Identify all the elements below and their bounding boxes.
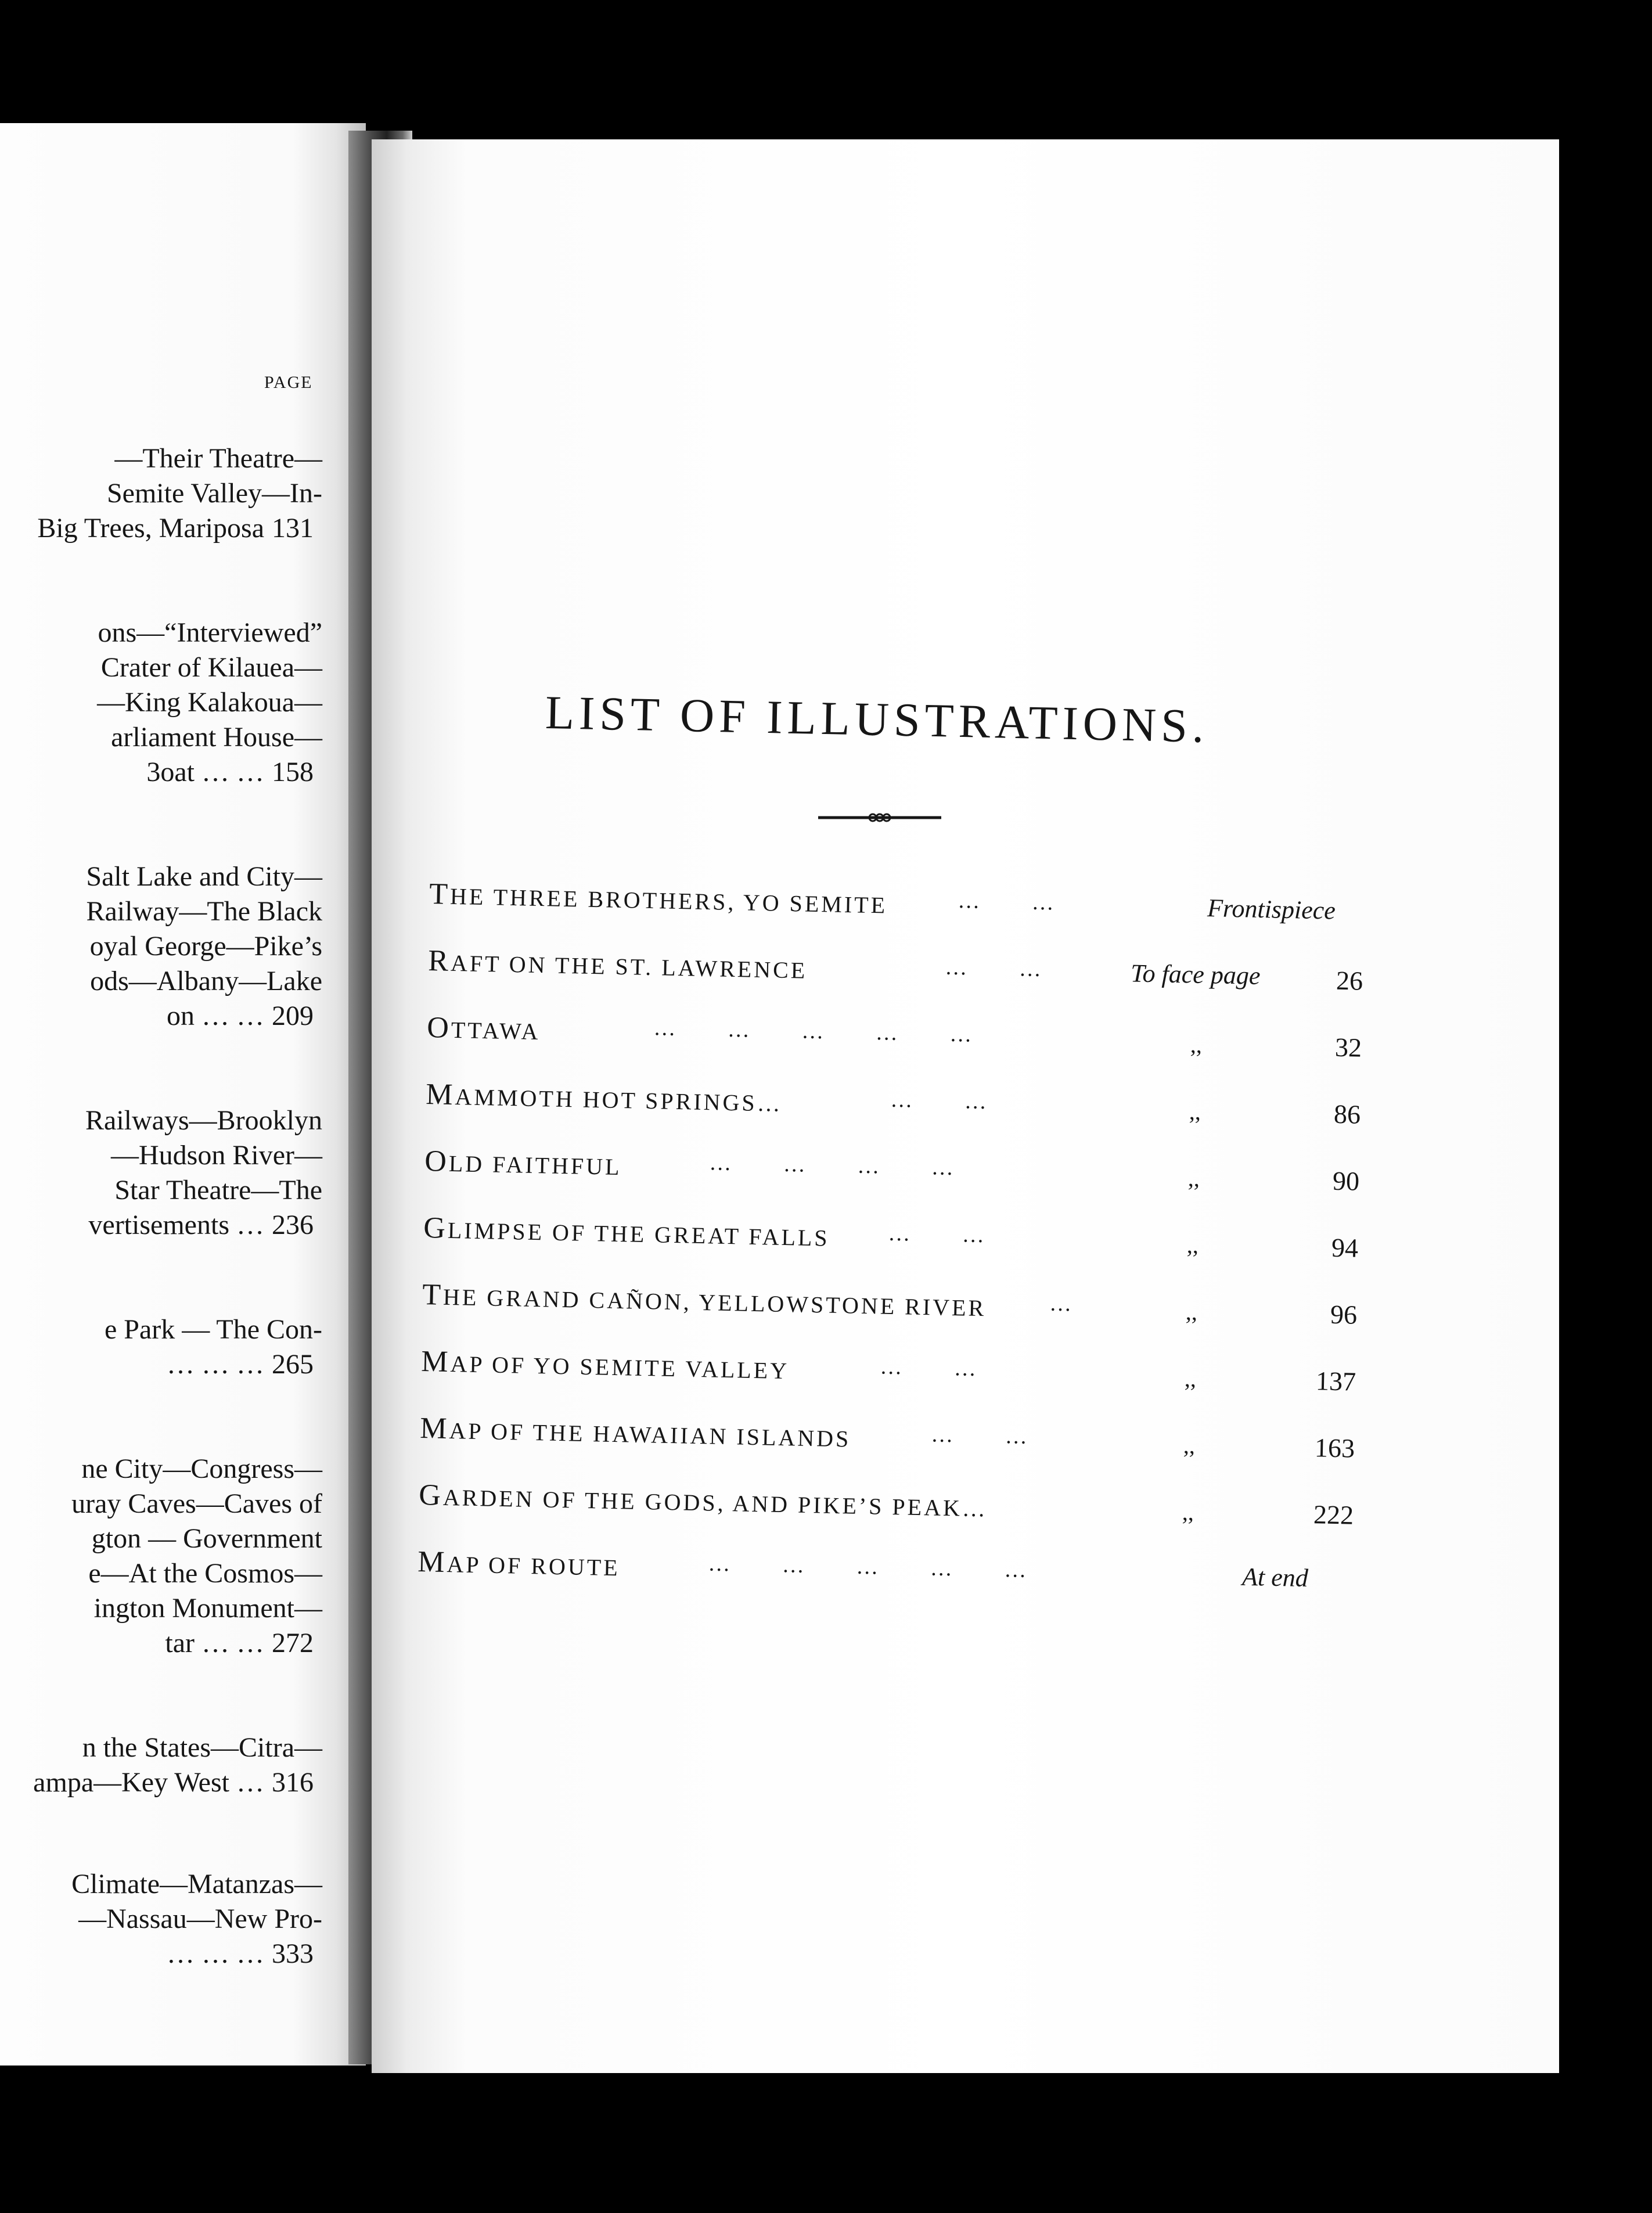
left-page-line: Semite Valley—In- bbox=[106, 478, 322, 509]
left-page-number: 131 bbox=[272, 513, 314, 544]
illustration-page-number: 32 bbox=[1334, 1032, 1362, 1063]
illustration-title: GLIMPSE OF THE GREAT FALLS bbox=[423, 1211, 830, 1251]
ditto-mark: ,, bbox=[1189, 1098, 1201, 1125]
left-page-line: n the States—Citra— bbox=[82, 1732, 322, 1763]
left-page-line: … … … bbox=[167, 1349, 264, 1380]
left-page-number: 265 bbox=[272, 1349, 314, 1380]
illustration-title: THE THREE BROTHERS, YO SEMITE bbox=[429, 877, 888, 919]
illustration-ref: Frontispiece bbox=[1207, 894, 1336, 925]
illustration-page-number: 90 bbox=[1332, 1165, 1360, 1196]
left-page-line: ington Monument— bbox=[93, 1593, 322, 1624]
dot-leader: … … bbox=[879, 1354, 1000, 1381]
illustration-entry bbox=[429, 877, 1365, 937]
left-page-line: Railway—The Black bbox=[86, 896, 322, 927]
illustration-page-number: 137 bbox=[1315, 1366, 1356, 1397]
left-page-line: oyal George—Pike’s bbox=[89, 931, 322, 962]
left-page-number: 316 bbox=[272, 1767, 314, 1798]
left-page-line: e Park — The Con- bbox=[104, 1314, 322, 1345]
ditto-mark: ,, bbox=[1185, 1298, 1198, 1325]
left-page-number: 209 bbox=[272, 1001, 314, 1031]
left-page-line: arliament House— bbox=[111, 722, 322, 753]
illustration-title: MAP OF ROUTE bbox=[417, 1545, 621, 1581]
illustration-page-number: 26 bbox=[1336, 965, 1363, 996]
illustration-title: MAMMOTH HOT SPRINGS… bbox=[425, 1077, 783, 1117]
left-page-line: Railways—Brooklyn bbox=[85, 1105, 322, 1136]
dot-leader: … … bbox=[890, 1087, 1010, 1115]
left-page-line: on … … bbox=[167, 1001, 264, 1031]
illustration-entry bbox=[424, 1144, 1360, 1204]
illustration-entry bbox=[423, 1211, 1359, 1271]
dot-leader: … … bbox=[887, 1221, 1008, 1248]
illustration-title: MAP OF THE HAWAIIAN ISLANDS bbox=[419, 1411, 851, 1452]
illustration-page-number: 94 bbox=[1331, 1232, 1359, 1263]
illustration-ref: To face page bbox=[1130, 959, 1261, 991]
illustration-entry bbox=[422, 1278, 1358, 1338]
left-page-line: Star Theatre—The bbox=[114, 1175, 322, 1206]
column-header-page: PAGE bbox=[264, 373, 313, 392]
illustration-page-number: 163 bbox=[1314, 1433, 1355, 1463]
illustration-ref: At end bbox=[1241, 1562, 1309, 1593]
left-page bbox=[0, 123, 366, 2066]
ditto-mark: ,, bbox=[1186, 1232, 1199, 1258]
ditto-mark: ,, bbox=[1187, 1165, 1200, 1192]
left-page-line: ods—Albany—Lake bbox=[90, 966, 322, 996]
illustration-title: MAP OF YO SEMITE VALLEY bbox=[420, 1344, 790, 1384]
dot-leader: … … bbox=[957, 888, 1078, 916]
ditto-mark: ,, bbox=[1183, 1432, 1196, 1459]
dot-leader: … … bbox=[944, 955, 1065, 982]
left-page-line: —Their Theatre— bbox=[114, 443, 322, 474]
illustration-title: OLD FAITHFUL bbox=[424, 1144, 622, 1181]
left-page-line: —King Kalakoua— bbox=[97, 687, 322, 718]
illustration-entry bbox=[421, 1344, 1356, 1405]
illustration-page-number: 222 bbox=[1313, 1499, 1354, 1530]
illustration-entry bbox=[428, 944, 1363, 1004]
left-page-line: Crater of Kilauea— bbox=[100, 652, 322, 683]
ornament-divider bbox=[816, 806, 944, 829]
left-page-number: 158 bbox=[272, 757, 314, 787]
illustration-entry bbox=[418, 1545, 1353, 1605]
left-page-number: 333 bbox=[272, 1938, 314, 1969]
left-page-line: —Nassau—New Pro- bbox=[78, 1903, 322, 1934]
ditto-mark: ,, bbox=[1184, 1365, 1197, 1392]
illustration-title: OTTAWA bbox=[426, 1010, 541, 1045]
left-page-line: e—At the Cosmos— bbox=[88, 1558, 322, 1589]
illustration-entry bbox=[419, 1478, 1354, 1538]
ditto-mark: ,, bbox=[1190, 1031, 1203, 1058]
illustration-page-number: 96 bbox=[1330, 1299, 1358, 1330]
left-page-line: gton — Government bbox=[91, 1523, 322, 1554]
left-page-line: ampa—Key West … bbox=[33, 1767, 264, 1798]
illustration-entry bbox=[426, 1077, 1361, 1138]
left-page-line: ne City—Congress— bbox=[81, 1453, 322, 1484]
left-page-line: —Hudson River— bbox=[111, 1140, 322, 1171]
ditto-mark: ,, bbox=[1182, 1499, 1194, 1525]
left-page-line: ons—“Interviewed” bbox=[98, 617, 322, 648]
left-page-number: 236 bbox=[272, 1210, 314, 1240]
left-page-line: … … … bbox=[167, 1938, 264, 1969]
illustration-title: GARDEN OF THE GODS, AND PIKE’S PEAK… bbox=[418, 1478, 988, 1522]
dot-leader: … … … … … bbox=[707, 1551, 1050, 1583]
left-page-line: 3oat … … bbox=[146, 757, 264, 787]
left-page-line: Climate—Matanzas— bbox=[71, 1869, 322, 1899]
right-page bbox=[372, 139, 1559, 2073]
illustration-entry bbox=[427, 1010, 1362, 1071]
page-title: LIST OF ILLUSTRATIONS. bbox=[545, 685, 1210, 753]
illustration-entry bbox=[420, 1411, 1355, 1471]
left-page-line: tar … … bbox=[165, 1628, 264, 1658]
dot-leader: … … … … bbox=[708, 1150, 977, 1181]
left-page-line: uray Caves—Caves of bbox=[71, 1488, 322, 1519]
left-page-line: Salt Lake and City— bbox=[86, 861, 322, 892]
left-page-number: 272 bbox=[272, 1628, 314, 1658]
illustration-page-number: 86 bbox=[1333, 1099, 1361, 1129]
dot-leader: … … … … … bbox=[653, 1016, 995, 1048]
left-page-line: Big Trees, Mariposa bbox=[37, 513, 264, 544]
illustration-title: RAFT ON THE ST. LAWRENCE bbox=[427, 944, 808, 984]
dot-leader: … … bbox=[930, 1422, 1051, 1449]
dot-leader: … bbox=[1049, 1291, 1095, 1317]
illustration-title: THE GRAND CAÑON, YELLOWSTONE RIVER bbox=[422, 1278, 987, 1322]
left-page-line: vertisements … bbox=[88, 1210, 264, 1240]
